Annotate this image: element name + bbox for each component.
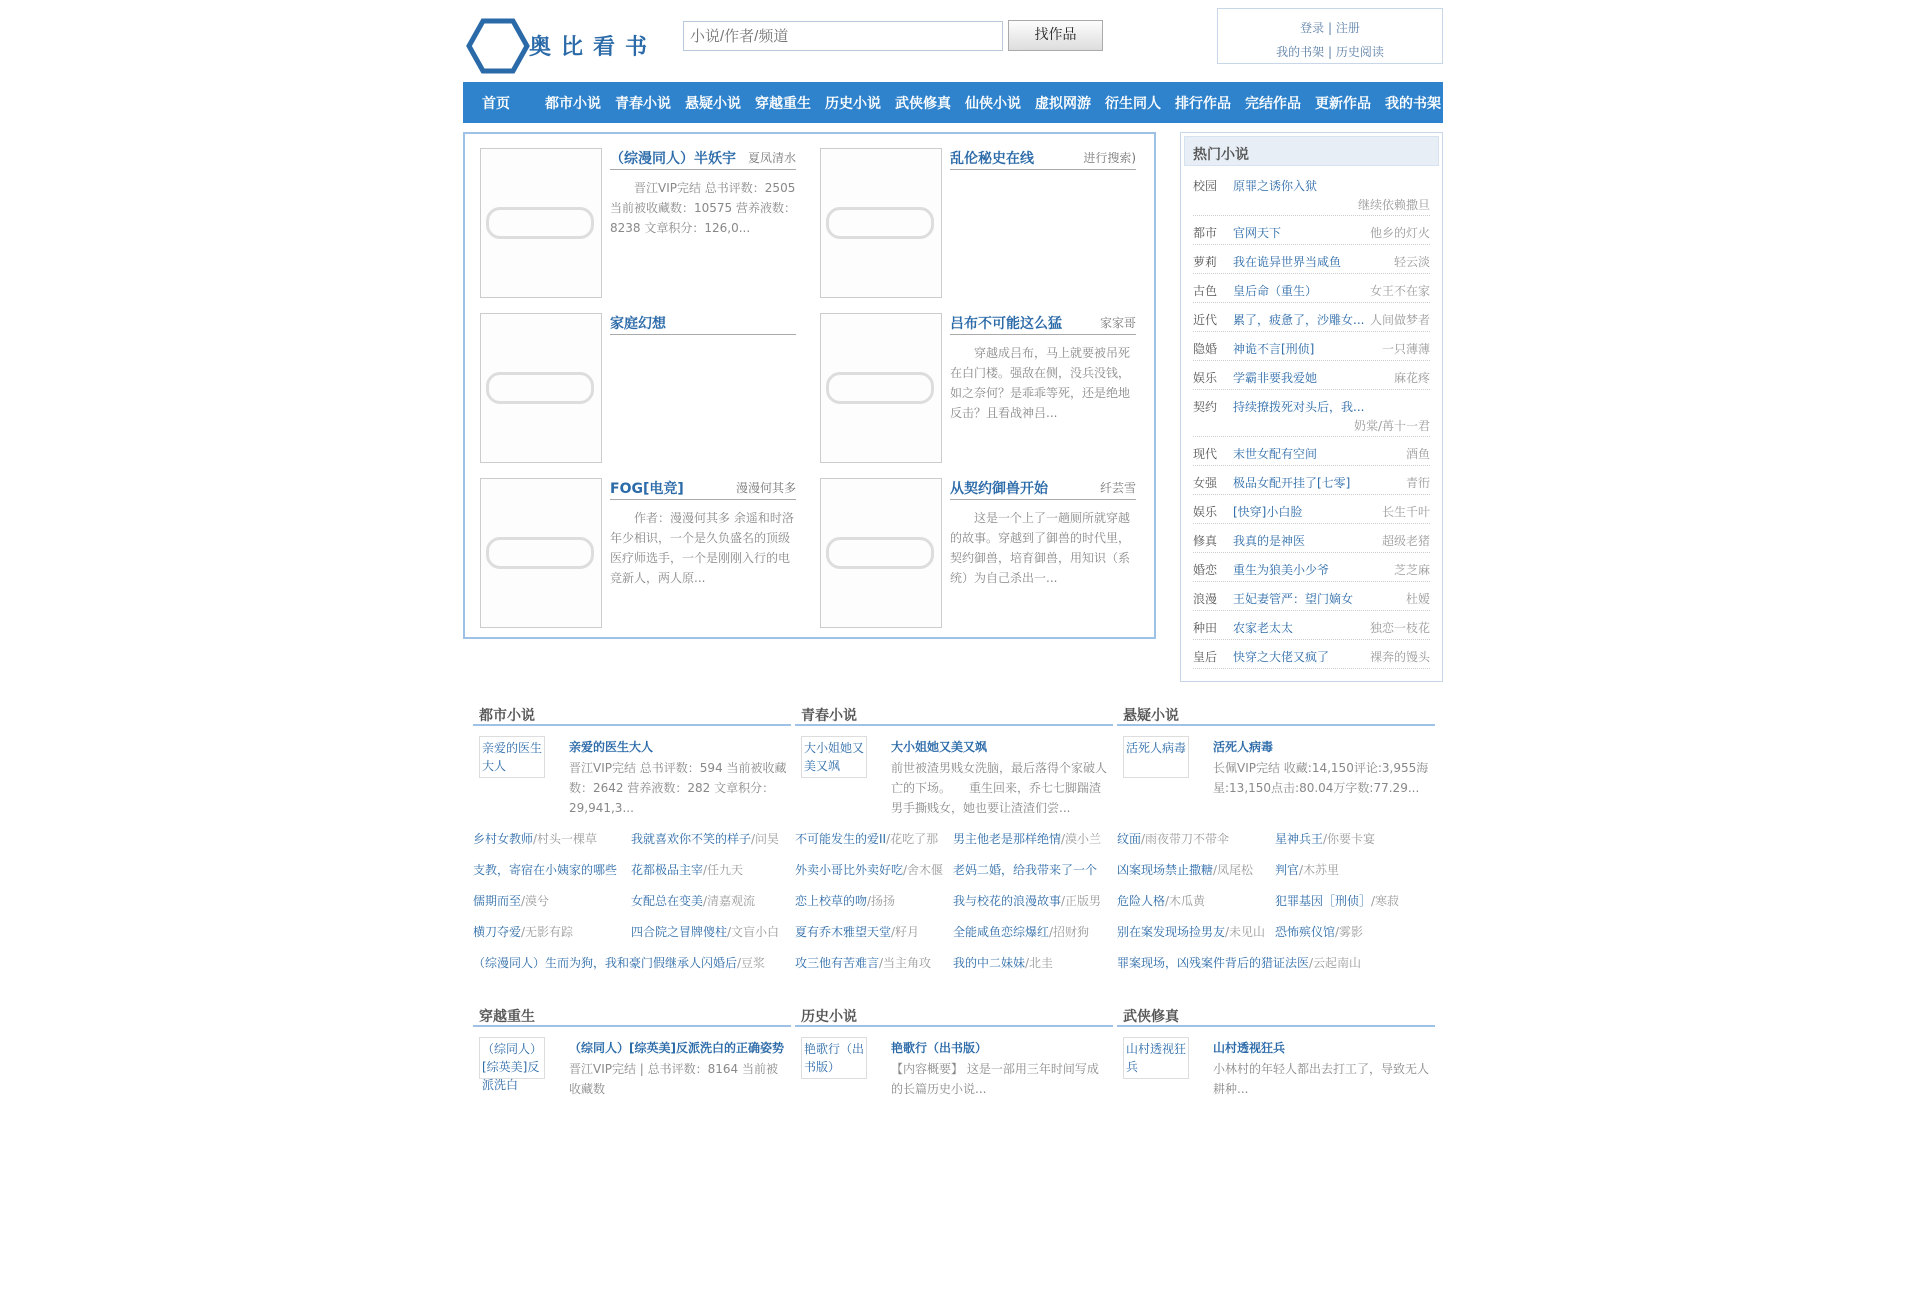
category-section xyxy=(473,1001,791,1296)
featured-book-title[interactable]: 山村透视狂兵 xyxy=(1213,1041,1286,1055)
book-cover-image[interactable] xyxy=(480,478,602,628)
list-item-title[interactable]: 别在案发现场捡男友 xyxy=(1117,925,1226,939)
novel-author: 麻花疼 xyxy=(1393,371,1430,385)
list-item[interactable] xyxy=(1275,861,1433,878)
hot-book-card xyxy=(465,134,795,286)
novel-category: 古色 xyxy=(1193,284,1218,298)
list-item-title[interactable]: 全能咸鱼恋综爆红 xyxy=(953,925,1050,939)
novel-title-link[interactable]: [快穿]小白脸 xyxy=(1233,505,1303,519)
list-item-title[interactable]: 乡村女教师 xyxy=(473,832,534,846)
novel-author: 他乡的灯火 xyxy=(1369,226,1430,240)
list-item-title[interactable]: 横刀夺爱 xyxy=(473,925,522,939)
list-item[interactable] xyxy=(795,923,953,940)
novel-title-link[interactable]: 原罪之诱你入狱 xyxy=(1233,179,1318,193)
list-item[interactable] xyxy=(473,830,631,847)
list-item-title[interactable]: 不可能发生的爱II xyxy=(795,832,887,846)
separator: | xyxy=(1327,45,1333,59)
hot-novel-row xyxy=(1193,611,1430,640)
book-title-row xyxy=(950,313,1136,335)
page-container xyxy=(463,0,1443,1096)
list-item-title[interactable]: 判官 xyxy=(1275,863,1300,877)
list-item[interactable] xyxy=(1117,861,1275,878)
novel-author: 奶棠/苒十一君 xyxy=(1353,419,1430,433)
login-link[interactable]: 登录 xyxy=(1300,21,1325,35)
novel-author: 独恋一枝花 xyxy=(1369,621,1430,635)
novel-category: 近代 xyxy=(1193,313,1218,327)
hot-book-card xyxy=(465,464,795,616)
featured-book-title[interactable]: 艳歌行（出书版） xyxy=(891,1041,988,1055)
novel-title-link[interactable]: 持续撩拨死对头后，我... xyxy=(1233,400,1365,414)
list-item-author: /未见山 xyxy=(1225,925,1266,939)
list-item-title[interactable]: 恋上校草的吻 xyxy=(795,894,868,908)
nav-item[interactable]: 排行作品 xyxy=(1175,95,1231,112)
book-author: 纤芸雪 xyxy=(1099,481,1136,495)
list-item-author: /木苏里 xyxy=(1299,863,1340,877)
list-item-author: /雨夜带刀不带伞 xyxy=(1141,832,1230,846)
user-box xyxy=(1217,8,1443,64)
nav-item[interactable]: 都市小说 xyxy=(545,95,601,112)
book-cover-image[interactable] xyxy=(820,148,942,298)
featured-book xyxy=(473,730,791,840)
hot-novel-row xyxy=(1193,582,1430,611)
hot-book-card xyxy=(465,299,795,451)
featured-book xyxy=(473,1031,791,1141)
book-description: 这是一个上了一趟厕所就穿越的故事。穿越到了御兽的时代里，契约御兽，培育御兽，用知识（系统）为自己杀出一... xyxy=(950,511,1131,585)
featured-book-title[interactable]: 亲爱的医生大人 xyxy=(569,740,654,754)
site-logo[interactable] xyxy=(463,18,663,74)
list-item-author: /籽月 xyxy=(891,925,920,939)
list-item-author: /豆浆 xyxy=(737,956,766,970)
list-item[interactable] xyxy=(795,861,953,878)
list-item-title[interactable]: 罪案现场，凶残案件背后的猎证法医 xyxy=(1117,956,1310,970)
hot-book-card xyxy=(805,299,1135,451)
list-item-author: /漠兮 xyxy=(521,894,550,908)
hot-novel-row xyxy=(1193,332,1430,361)
list-item-author: /凤尾松 xyxy=(1213,863,1254,877)
main-nav xyxy=(463,82,1443,123)
novel-category: 女强 xyxy=(1193,476,1218,490)
category-section xyxy=(473,700,791,995)
hot-book-card xyxy=(805,464,1135,616)
book-description: 穿越成吕布，马上就要被吊死在白门楼。强敌在侧，没兵没钱，如之奈何？是乖乖等死，还是绝地反击？且看战神吕... xyxy=(950,346,1131,420)
list-item[interactable] xyxy=(631,861,789,878)
book-cover-image[interactable] xyxy=(820,313,942,463)
hot-novel-row xyxy=(1193,274,1430,303)
featured-book-description: 小林村的年轻人都出去打工了，导致无人耕种... xyxy=(1213,1062,1430,1096)
list-item[interactable] xyxy=(473,861,631,878)
list-item-author: /漠小兰 xyxy=(1061,832,1102,846)
novel-title-link[interactable]: 累了，疲惫了，沙雕女... xyxy=(1233,313,1365,327)
novel-author: 裸奔的馒头 xyxy=(1369,650,1430,664)
category-section xyxy=(1117,1001,1435,1296)
list-item-author: /当主角攻 xyxy=(879,956,932,970)
list-item[interactable] xyxy=(795,892,953,909)
nav-item[interactable]: 历史小说 xyxy=(825,95,881,112)
novel-author: 轻云淡 xyxy=(1393,255,1430,269)
list-item[interactable] xyxy=(631,892,789,909)
list-item-author: /招财狗 xyxy=(1049,925,1090,939)
book-author: 进行搜索) xyxy=(1083,151,1136,165)
list-item[interactable] xyxy=(953,830,1111,847)
list-item[interactable] xyxy=(1117,892,1275,909)
novel-author: 人间做梦者 xyxy=(1369,313,1430,327)
novel-title-link[interactable]: 神诡不言[刑侦] xyxy=(1233,342,1315,356)
novel-category: 种田 xyxy=(1193,621,1218,635)
hot-novel-row xyxy=(1193,640,1430,669)
featured-book-cover[interactable]: 活死人病毒 xyxy=(1123,736,1189,778)
featured-book-cover[interactable]: 艳歌行（出书版） xyxy=(801,1037,867,1079)
list-item-author: /你要卡宴 xyxy=(1323,832,1376,846)
hot-novel-row xyxy=(1193,466,1430,495)
list-item-title[interactable]: 凶案现场禁止撒糖 xyxy=(1117,863,1214,877)
book-description: 作者：漫漫何其多 余遥和时洛年少相识，一个是久负盛名的顶级医疗师选手，一个是刚刚入行的电竞新人，两人原... xyxy=(610,511,794,585)
featured-book-description: 晋江VIP完结 总书评数：594 当前被收藏数：2642 营养液数：282 文章积分：29,941,3... xyxy=(569,761,787,815)
list-item-title[interactable]: 夏有乔木雅望天堂 xyxy=(795,925,892,939)
featured-book xyxy=(795,730,1113,840)
nav-item[interactable]: 完结作品 xyxy=(1245,95,1301,112)
nav-item[interactable]: 青春小说 xyxy=(615,95,671,112)
featured-book-description: 前世被渣男贱女洗脑，最后落得个家破人亡的下场。 重生回来，乔七七脚踹渣男手撕贱女，她也要让渣渣们尝... xyxy=(891,761,1108,815)
list-item-title[interactable]: 犯罪基因［刑侦］ xyxy=(1275,894,1372,908)
novel-author: 继续依赖撒旦 xyxy=(1357,198,1430,212)
featured-book-cover[interactable]: 亲爱的医生大人 xyxy=(479,736,545,778)
featured-book xyxy=(795,1031,1113,1141)
list-item-author: /木瓜黄 xyxy=(1165,894,1206,908)
list-item[interactable] xyxy=(1117,954,1435,971)
list-item-title[interactable]: 四合院之冒牌傻柱 xyxy=(631,925,728,939)
novel-category: 修真 xyxy=(1193,534,1218,548)
featured-book-description: 【内容概要】 这是一部用三年时间写成的长篇历史小说... xyxy=(891,1062,1099,1096)
list-item-title[interactable]: 恐怖殡仪馆 xyxy=(1275,925,1336,939)
novel-category: 婚恋 xyxy=(1193,563,1218,577)
hot-books-panel xyxy=(463,132,1156,639)
nav-item[interactable]: 悬疑小说 xyxy=(685,95,741,112)
novel-title-link[interactable]: 农家老太太 xyxy=(1233,621,1294,635)
list-item[interactable] xyxy=(953,892,1111,909)
hot-novel-row xyxy=(1193,303,1430,332)
book-title-row xyxy=(950,148,1136,170)
featured-book xyxy=(1117,1031,1435,1141)
hot-novel-row xyxy=(1193,245,1430,274)
novel-title-link[interactable]: 皇后命（重生） xyxy=(1233,284,1318,298)
list-item[interactable] xyxy=(473,923,631,940)
list-item[interactable] xyxy=(473,892,631,909)
book-author: 夏凤清水 xyxy=(747,151,796,165)
featured-book-title[interactable]: 活死人病毒 xyxy=(1213,740,1274,754)
book-description: 晋江VIP完结 总书评数：2505 当前被收藏数：10575 营养液数：8238 文章积分：126,0... xyxy=(610,181,796,235)
list-item-author: /文盲小白 xyxy=(727,925,780,939)
nav-item[interactable]: 衍生同人 xyxy=(1105,95,1161,112)
novel-author: 长生千叶 xyxy=(1381,505,1430,519)
list-item-author: /扬扬 xyxy=(867,894,896,908)
featured-book xyxy=(1117,730,1435,840)
hot-novel-row xyxy=(1193,524,1430,553)
hot-novels-list xyxy=(1181,169,1442,669)
book-title-row xyxy=(950,478,1136,500)
featured-book-cover[interactable]: 山村透视狂兵 xyxy=(1123,1037,1189,1079)
category-section xyxy=(1117,700,1435,995)
nav-item[interactable]: 穿越重生 xyxy=(755,95,811,112)
bookshelf-link[interactable]: 我的书架 xyxy=(1276,45,1325,59)
list-item-title[interactable]: 外卖小哥比外卖好吃 xyxy=(795,863,904,877)
hot-novels-heading: 热门小说 xyxy=(1184,136,1439,166)
list-item-author: /舍木偃 xyxy=(903,863,944,877)
category-section xyxy=(795,1001,1113,1296)
list-item[interactable] xyxy=(1275,830,1433,847)
list-item[interactable] xyxy=(631,923,789,940)
list-item-author: /清嘉观流 xyxy=(703,894,756,908)
hexagon-logo-icon xyxy=(467,18,529,77)
book-title-link[interactable]: （综漫同人）半妖宇 xyxy=(610,151,736,167)
book-cover-image[interactable] xyxy=(480,313,602,463)
novel-author: 酒鱼 xyxy=(1405,447,1430,461)
section-heading[interactable]: 青春小说 xyxy=(795,700,1113,726)
hot-novel-row xyxy=(1193,390,1430,437)
image-placeholder-icon xyxy=(826,207,934,239)
novel-category: 隐婚 xyxy=(1193,342,1218,356)
image-placeholder-icon xyxy=(826,372,934,404)
list-item-author: /寒菽 xyxy=(1371,894,1400,908)
image-placeholder-icon xyxy=(486,372,594,404)
nav-item[interactable]: 更新作品 xyxy=(1315,95,1371,112)
image-placeholder-icon xyxy=(486,537,594,569)
hot-novels-panel xyxy=(1180,132,1443,682)
section-heading[interactable]: 悬疑小说 xyxy=(1117,700,1435,726)
list-item-title[interactable]: 我就喜欢你不笑的样子 xyxy=(631,832,752,846)
list-item-title[interactable]: 支教，寄宿在小姨家的哪些 xyxy=(473,863,618,877)
book-title-row xyxy=(610,313,796,335)
book-title-link[interactable]: 吕布不可能这么猛 xyxy=(950,316,1062,332)
hot-book-card xyxy=(805,134,1135,286)
list-item-title[interactable]: 老妈二婚，给我带来了一个 xyxy=(953,863,1098,877)
list-item-title[interactable]: 危险人格 xyxy=(1117,894,1166,908)
novel-title-link[interactable]: 快穿之大佬又疯了 xyxy=(1233,650,1330,664)
list-item-title[interactable]: 星神兵王 xyxy=(1275,832,1324,846)
search-button[interactable]: 找作品 xyxy=(1008,20,1103,51)
novel-title-link[interactable]: 官网天下 xyxy=(1233,226,1282,240)
novel-title-link[interactable]: 王妃妻管严：望门嫡女 xyxy=(1233,592,1354,606)
novel-title-link[interactable]: 极品女配开挂了[七零] xyxy=(1233,476,1351,490)
logo-text: 奥比看书 xyxy=(529,35,658,60)
list-item[interactable] xyxy=(953,861,1111,878)
list-item[interactable] xyxy=(795,830,953,847)
list-item-author: /花吃了那 xyxy=(886,832,939,846)
novel-category: 娱乐 xyxy=(1193,505,1218,519)
featured-book-cover[interactable]: 大小姐她又美又飒 xyxy=(801,736,867,778)
category-section xyxy=(795,700,1113,995)
list-item-author: /云起南山 xyxy=(1309,956,1362,970)
separator: | xyxy=(1327,21,1333,35)
hot-novel-row xyxy=(1193,169,1430,216)
list-item[interactable] xyxy=(473,954,791,971)
novel-category: 娱乐 xyxy=(1193,371,1218,385)
list-item-title[interactable]: 男主他老是那样绝情 xyxy=(953,832,1062,846)
list-item-title[interactable]: 纹面 xyxy=(1117,832,1142,846)
hot-novel-row xyxy=(1193,437,1430,466)
list-item[interactable] xyxy=(1117,830,1275,847)
novel-category: 萝莉 xyxy=(1193,255,1218,269)
novel-title-link[interactable]: 我真的是神医 xyxy=(1233,534,1306,548)
list-item-title[interactable]: 儒期而至 xyxy=(473,894,522,908)
novel-category: 皇后 xyxy=(1193,650,1218,664)
list-item-title[interactable]: 女配总在变美 xyxy=(631,894,704,908)
list-item-author: /无影有踪 xyxy=(521,925,574,939)
history-link[interactable]: 历史阅读 xyxy=(1335,45,1384,59)
novel-author: 青衎 xyxy=(1405,476,1430,490)
list-item-author: /正版男 xyxy=(1061,894,1102,908)
hot-novel-row xyxy=(1193,216,1430,245)
featured-book-description: 晋江VIP完结 | 总书评数：8164 当前被收藏数 xyxy=(569,1062,779,1096)
hot-novel-row xyxy=(1193,553,1430,582)
book-title-row xyxy=(610,148,796,170)
list-item[interactable] xyxy=(1275,892,1433,909)
featured-book-cover[interactable]: （综同人）[综英美]反派洗白 xyxy=(479,1037,545,1079)
novel-category: 校园 xyxy=(1193,179,1218,193)
section-heading[interactable]: 武侠修真 xyxy=(1117,1001,1435,1027)
novel-author: 芝芝麻 xyxy=(1393,563,1430,577)
hot-novel-row xyxy=(1193,361,1430,390)
nav-item[interactable]: 虚拟网游 xyxy=(1035,95,1091,112)
book-title-link[interactable]: 从契约御兽开始 xyxy=(950,481,1048,497)
list-item[interactable] xyxy=(1117,923,1275,940)
hot-novel-row xyxy=(1193,495,1430,524)
image-placeholder-icon xyxy=(486,207,594,239)
novel-title-link[interactable]: 重生为狼美小少爷 xyxy=(1233,563,1330,577)
novel-author: 超级老猪 xyxy=(1381,534,1430,548)
list-item[interactable] xyxy=(953,923,1111,940)
list-item-title[interactable]: （综漫同人）生而为狗，我和豪门假继承人闪婚后 xyxy=(473,956,738,970)
novel-category: 现代 xyxy=(1193,447,1218,461)
book-author: 家家哥 xyxy=(1099,316,1136,330)
nav-item[interactable]: 首页 xyxy=(482,95,510,112)
section-heading[interactable]: 穿越重生 xyxy=(473,1001,791,1027)
nav-item[interactable]: 武侠修真 xyxy=(895,95,951,112)
novel-category: 都市 xyxy=(1193,226,1218,240)
novel-title-link[interactable]: 末世女配有空间 xyxy=(1233,447,1318,461)
list-item-author: /问昊 xyxy=(751,832,780,846)
novel-category: 浪漫 xyxy=(1193,592,1218,606)
book-title-link[interactable]: 家庭幻想 xyxy=(610,316,666,332)
novel-category: 契约 xyxy=(1193,400,1218,414)
book-title-link[interactable]: 乱伦秘史在线 xyxy=(950,151,1034,167)
list-item[interactable] xyxy=(631,830,789,847)
list-item-title[interactable]: 攻三他有苦难言 xyxy=(795,956,880,970)
search-input[interactable] xyxy=(683,21,1003,51)
featured-book-title[interactable]: 大小姐她又美又飒 xyxy=(891,740,988,754)
list-item-author: /北圭 xyxy=(1025,956,1054,970)
featured-book-title[interactable]: （综同人）[综英美]反派洗白的正确姿势 xyxy=(569,1041,784,1055)
list-item-author: /雾影 xyxy=(1335,925,1364,939)
list-item[interactable] xyxy=(795,954,953,971)
list-item[interactable] xyxy=(953,954,1111,971)
novel-author: 女王不在家 xyxy=(1369,284,1430,298)
list-item-author: /村头一棵草 xyxy=(533,832,598,846)
section-heading[interactable]: 历史小说 xyxy=(795,1001,1113,1027)
book-title-row xyxy=(610,478,796,500)
nav-item[interactable]: 我的书架 xyxy=(1385,95,1441,112)
novel-author: 一只薄薄 xyxy=(1381,342,1430,356)
image-placeholder-icon xyxy=(826,537,934,569)
novel-author: 杜嫒 xyxy=(1405,592,1430,606)
section-heading[interactable]: 都市小说 xyxy=(473,700,791,726)
header xyxy=(463,0,1443,82)
list-item[interactable] xyxy=(1275,923,1433,940)
book-cover-image[interactable] xyxy=(480,148,602,298)
book-title-link[interactable]: FOG[电竞] xyxy=(610,481,684,497)
nav-item[interactable]: 仙侠小说 xyxy=(965,95,1021,112)
book-author: 漫漫何其多 xyxy=(735,481,796,495)
novel-title-link[interactable]: 我在诡异世界当咸鱼 xyxy=(1233,255,1342,269)
list-item-title[interactable]: 花都极品主宰 xyxy=(631,863,704,877)
book-cover-image[interactable] xyxy=(820,478,942,628)
register-link[interactable]: 注册 xyxy=(1335,21,1360,35)
featured-book-description: 长佩VIP完结 收藏:14,150评论:3,955海星:13,150点击:80.04万字数:77.29... xyxy=(1213,761,1429,795)
list-item-title[interactable]: 我与校花的浪漫故事 xyxy=(953,894,1062,908)
list-item-title[interactable]: 我的中二妹妹 xyxy=(953,956,1026,970)
novel-title-link[interactable]: 学霸非要我爱她 xyxy=(1233,371,1318,385)
list-item-author: /任九天 xyxy=(703,863,744,877)
